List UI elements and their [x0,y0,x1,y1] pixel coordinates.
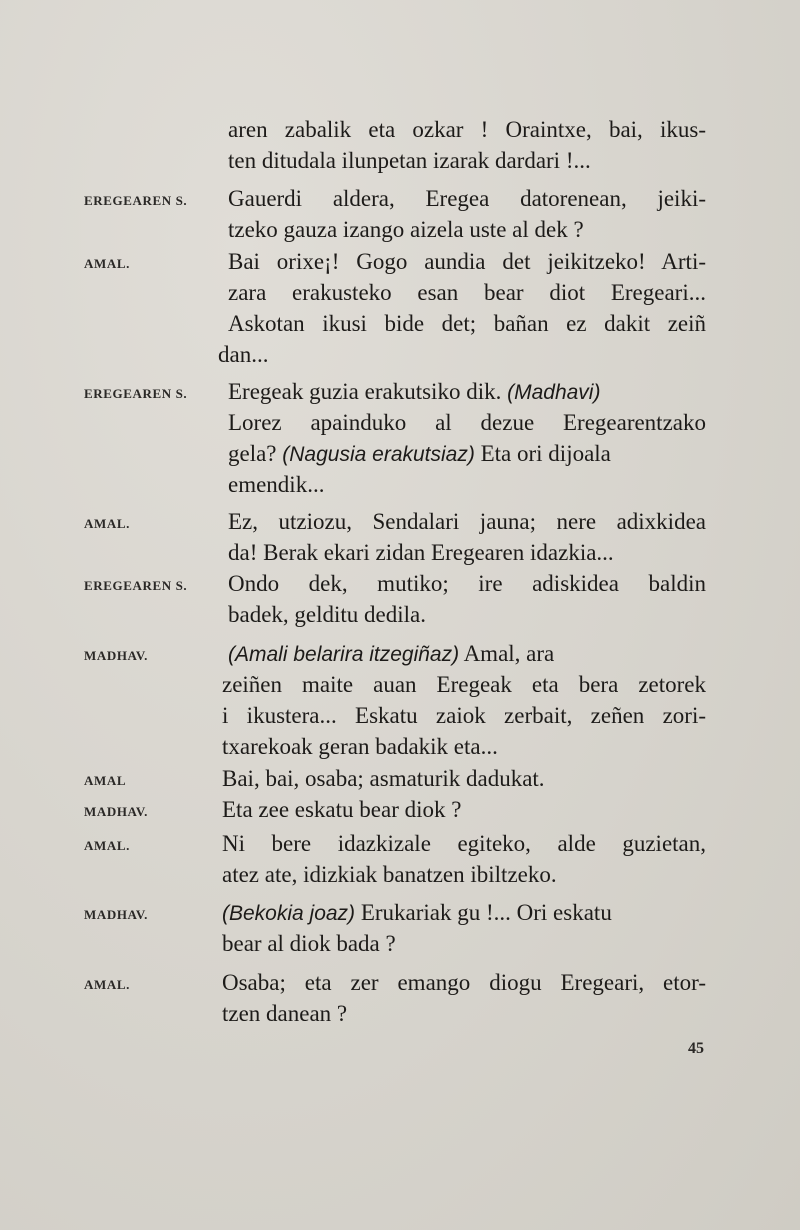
dialogue-line: ten ditudala ilunpetan izarak dardari !... [228,148,591,173]
dialogue-line: emendik... [228,472,325,497]
dialogue-line: bear al diok bada ? [222,931,396,956]
dialogue-line: txarekoak geran badakik eta... [222,734,498,759]
dialogue-line: dan... [218,342,269,367]
stage-direction: (Amali belarira itzegiñaz) [228,643,460,666]
speaker-label: AMAL [84,773,127,788]
dialogue-line: badek, gelditu dedila. [228,602,426,627]
speaker-label: AMAL. [84,516,130,531]
dialogue-line: Askotan ikusi bide det; bañan ez dakit zeiñ [228,311,706,336]
speaker-label: MADHAV. [84,907,149,922]
speaker-label: EREGEAREN S. [84,386,188,401]
dialogue-line [228,376,600,408]
dialogue-line: Bai orixe¡! Gogo aundia det jeikitzeko! Arti- [228,249,706,274]
dialogue-line: Eta zee eskatu bear diok ? [222,797,462,822]
dialogue-line: Ni bere idazkizale egiteko, alde guzietan, [222,831,706,856]
dialogue-line [222,897,612,929]
dialogue-line: da! Berak ekari zidan Eregearen idazkia... [228,540,614,565]
dialogue-line: Gauerdi aldera, Eregea datorenean, jeiki- [228,186,706,211]
dialogue-line: atez ate, idizkiak banatzen ibiltzeko. [222,862,557,887]
speaker-label: EREGEAREN S. [84,578,188,593]
dialogue-line [228,438,611,470]
dialogue-line: tzen danean ? [222,1001,348,1026]
dialogue-line: Lorez apainduko al dezue Eregearentzako [228,410,706,435]
dialogue-text: Amal, ara [459,641,555,666]
dialogue-line: tzeko gauza izango aizela uste al dek ? [228,217,584,242]
stage-direction: (Madhavi) [507,381,601,404]
page-number: 45 [688,1040,704,1057]
stage-direction: (Nagusia erakutsiaz) [282,443,475,466]
dialogue-text: Eregeak guzia erakutsiko dik. [228,379,508,404]
dialogue-line: zeiñen maite auan Eregeak eta bera zetorek [222,672,706,697]
dialogue-line: aren zabalik eta ozkar ! Oraintxe, bai, ikus- [228,117,706,142]
speaker-label: EREGEAREN S. [84,193,188,208]
speaker-label: MADHAV. [84,804,149,819]
dialogue-text: gela? [228,441,283,466]
dialogue-line: Ez, utziozu, Sendalari jauna; nere adixkidea [228,509,706,534]
dialogue-line: Bai, bai, osaba; asmaturik dadukat. [222,766,545,791]
stage-direction: (Bekokia joaz) [222,902,356,925]
speaker-label: AMAL. [84,256,130,271]
speaker-label: AMAL. [84,977,130,992]
dialogue-text: Erukariak gu !... Ori eskatu [355,900,612,925]
dialogue-text: Eta ori dijoala [474,441,611,466]
dialogue-line: i ikustera... Eskatu zaiok zerbait, zeñen zori- [222,703,706,728]
speaker-label: MADHAV. [84,648,149,663]
speaker-label: AMAL. [84,838,130,853]
dialogue-line: Ondo dek, mutiko; ire adiskidea baldin [228,571,706,596]
dialogue-line: Osaba; eta zer emango diogu Eregeari, etor- [222,970,706,995]
dialogue-line [228,638,554,670]
dialogue-line: zara erakusteko esan bear diot Eregeari... [228,280,706,305]
